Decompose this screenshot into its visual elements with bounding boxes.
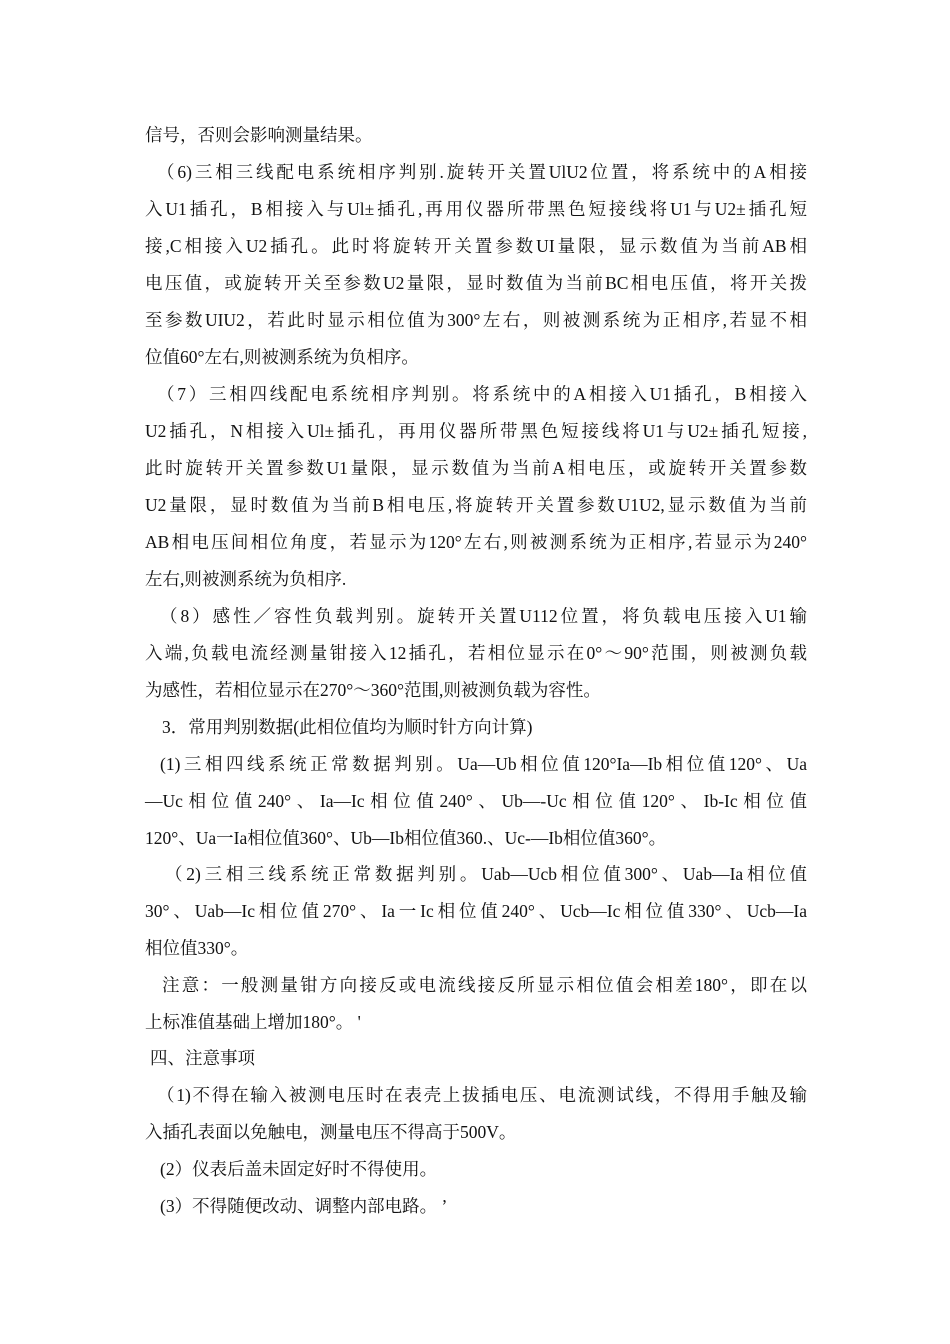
text-line: 120°、Ua一Ia相位值360°、Ub—Ib相位值360.、Uc-—Ib相位值360°。 <box>145 828 667 848</box>
text-line: 30°、Uab—Ic相位值270°、Ia一Ic相位值240°、Ucb—Ic相位值330°、Ucb—Ia <box>145 901 807 921</box>
text-line: 电压值，或旋转开关至参数U2量限，显时数值为当前BC相电压值，将开关拨 <box>145 273 807 293</box>
text-line: 为感性，若相位显示在270°～360°范围,则被测负载为容性。 <box>145 680 601 700</box>
text-line: 信号，否则会影响测量结果。 <box>145 125 373 145</box>
text-line: —Uc相位值240°、Ia—Ic相位值240°、Ub—-Uc相位值120°、Ib-Ic相位值 <box>145 791 807 811</box>
text-line: (1)三相四线系统正常数据判别。Ua—Ub相位值120°Ia—Ib相位值120°、Ua <box>160 754 807 774</box>
text-line: （2)三相三线系统正常数据判别。Uab—Ucb相位值300°、Uab—Ia相位值 <box>165 864 807 884</box>
text-line: 入端,负载电流经测量钳接入12插孔，若相位显示在0°～90°范围，则被测负载 <box>145 643 807 663</box>
text-line: 入U1插孔，B相接入与Ul±插孔,再用仪器所带黑色短接线将U1与U2±插孔短 <box>145 199 807 219</box>
text-line: （8）感性／容性负载判别。旋转开关置U112位置，将负载电压接入U1输 <box>160 606 807 626</box>
text-line: (3）不得随便改动、调整内部电路。 ’ <box>160 1196 448 1216</box>
text-line: 左右,则被测系统为负相序. <box>145 569 347 589</box>
section-heading: 3．常用判别数据(此相位值均为顺时针方向计算) <box>162 717 533 737</box>
text-line: （1)不得在输入被测电压时在表壳上拔插电压、电流测试线，不得用手触及输 <box>157 1085 807 1105</box>
text-line: 注意：一般测量钳方向接反或电流线接反所显示相位值会相差180°，即在以 <box>162 975 807 995</box>
text-line: 上标准值基础上增加180°。 ' <box>145 1012 361 1032</box>
text-line: U2量限，显时数值为当前B相电压,将旋转开关置参数U1U2,显示数值为当前 <box>145 495 807 515</box>
text-line: 位值60°左右,则被测系统为负相序。 <box>145 347 419 367</box>
section-heading: 四、注意事项 <box>150 1048 255 1068</box>
text-line: （6)三相三线配电系统相序判别.旋转开关置UlU2位置，将系统中的A相接 <box>157 162 807 182</box>
text-line: 此时旋转开关置参数U1量限，显示数值为当前A相电压，或旋转开关置参数 <box>145 458 807 478</box>
text-line: (2）仪表后盖未固定好时不得使用。 <box>160 1159 438 1179</box>
text-line: 入插孔表面以免触电，测量电压不得高于500V。 <box>145 1122 517 1142</box>
text-line: U2插孔，N相接入Ul±插孔，再用仪器所带黑色短接线将U1与U2±插孔短接, <box>145 421 807 441</box>
text-line: （7）三相四线配电系统相序判别。将系统中的A相接入U1插孔，B相接入 <box>157 384 807 404</box>
text-line: AB相电压间相位角度，若显示为120°左右,则被测系统为正相序,若显示为240° <box>145 532 807 552</box>
text-line: 接,C相接入U2插孔。此时将旋转开关置参数UI量限，显示数值为当前AB相 <box>145 236 807 256</box>
text-line: 至参数UIU2，若此时显示相位值为300°左右，则被测系统为正相序,若显不相 <box>145 310 807 330</box>
text-line: 相位值330°。 <box>145 938 249 958</box>
